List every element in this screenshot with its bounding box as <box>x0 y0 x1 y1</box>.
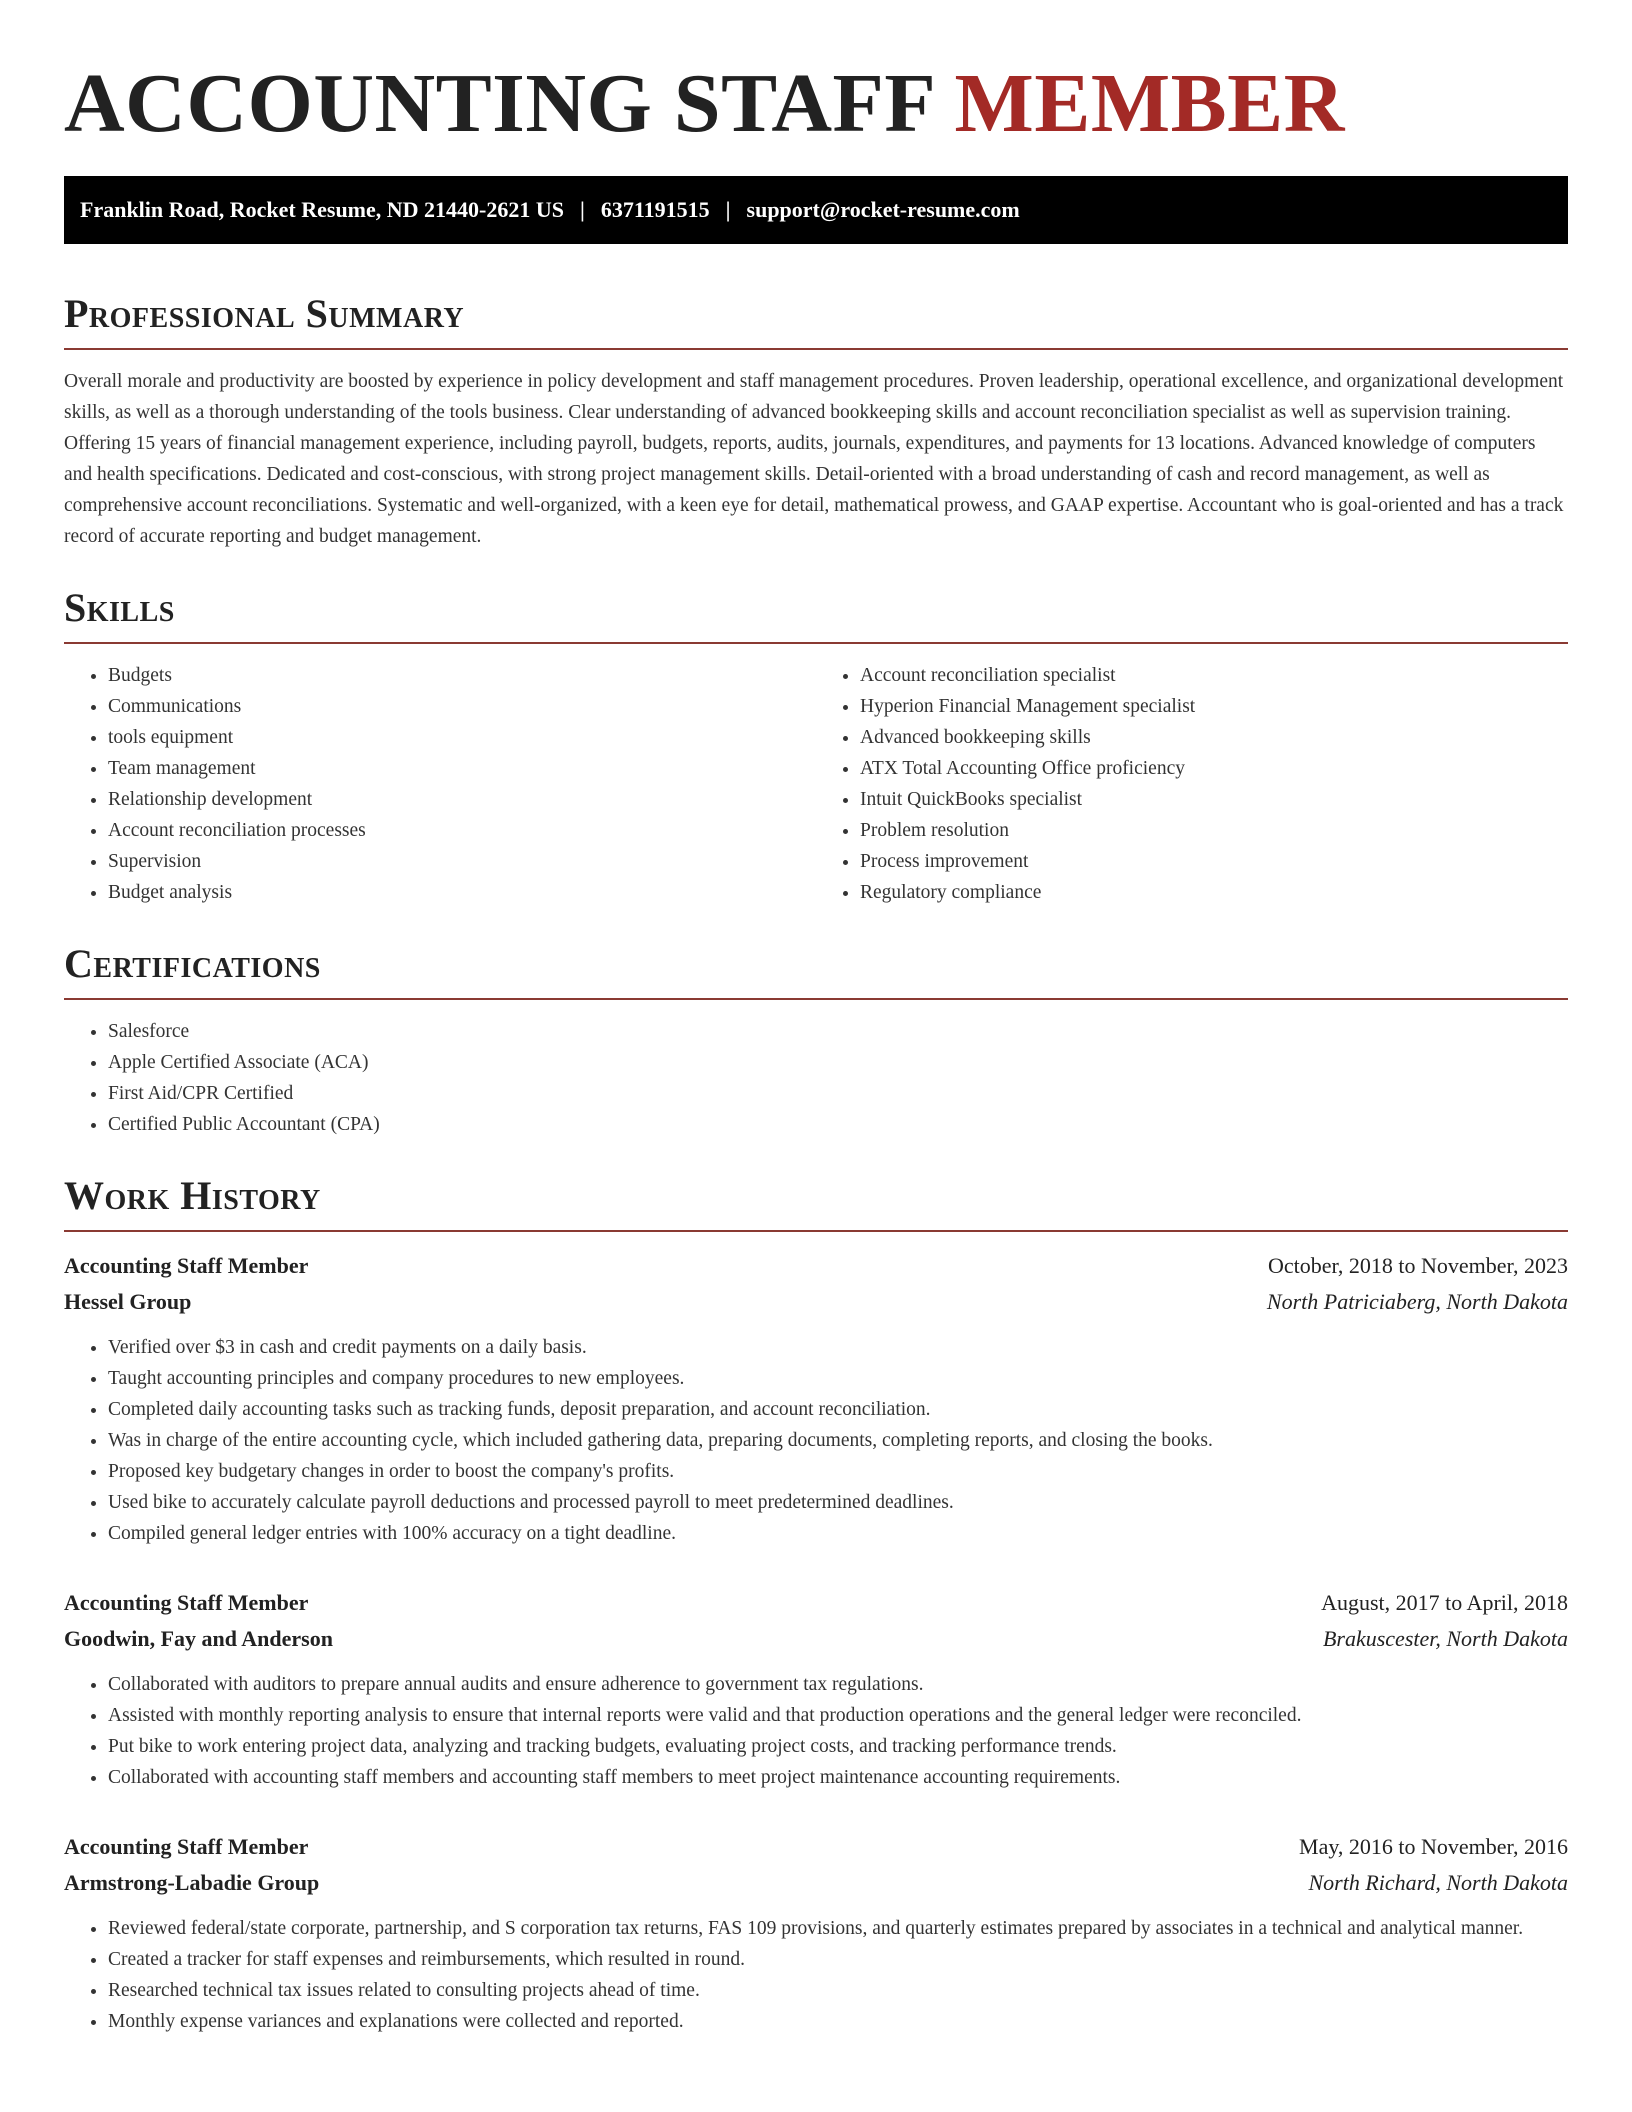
section-divider <box>64 642 1568 644</box>
job-bullet: • Put bike to work entering project data, analyzing and tracking budgets, evaluating project costs, and tracking performance trends. <box>108 1731 1568 1762</box>
skill-item: • Problem resolution <box>860 815 1568 846</box>
job-bullet: • Reviewed federal/state corporate, partnership, and S corporation tax returns, FAS 109 provisions, and quarterly estimates prepared by associates in a technical and analytical manner. <box>108 1913 1568 1944</box>
certification-item: • First Aid/CPR Certified <box>108 1078 1568 1109</box>
skill-item: • Relationship development <box>108 784 816 815</box>
job-title: Accounting Staff Member <box>64 1253 309 1278</box>
job-bullet: • Taught accounting principles and company procedures to new employees. <box>108 1363 1568 1394</box>
job-bullet: • Assisted with monthly reporting analysis to ensure that internal reports were valid and that production operations and the general ledger were reconciled. <box>108 1700 1568 1731</box>
name-accent: MEMBER <box>954 57 1345 150</box>
job-dates: October, 2018 to November, 2023 <box>1267 1253 1568 1278</box>
section-title: Skills <box>64 585 175 630</box>
job-bullet: • Monthly expense variances and explanations were collected and reported. <box>108 2006 1568 2037</box>
job-bullets <box>64 1332 1568 1549</box>
job-location: Brakuscester, North Dakota <box>1322 1626 1568 1651</box>
summary-text: Overall morale and productivity are boosted by experience in policy development and staff management procedures. Proven leadership, operational excellence, and organizational development skills, as well as a thorough understanding of the tools business. Clear understanding of advanced bookkeeping skills and account reconciliation specialist as well as supervision training. Offering 15 years of financial management experience, including payroll, budgets, reports, audits, journals, expenditures, and payments for 13 locations. Advanced knowledge of computers and health specifications. Dedicated and cost-conscious, with strong project management skills. Detail-oriented with a broad understanding of cash and record management, as well as comprehensive account reconciliations. Systematic and well-organized, with a keen eye for detail, mathematical prowess, and GAAP expertise. Accountant who is goal-oriented and has a track record of accurate reporting and budget management. <box>64 371 1564 547</box>
candidate-name <box>64 56 1568 152</box>
job-company-row <box>64 1865 1568 1901</box>
job-bullet: • Proposed key budgetary changes in order to boost the company's profits. <box>108 1456 1568 1487</box>
contact-separator: | <box>580 197 585 222</box>
contact-address: Franklin Road, Rocket Resume, ND 21440-2621 US <box>80 197 564 222</box>
section-professional-summary <box>64 290 1568 552</box>
job-company: Armstrong-Labadie Group <box>64 1870 320 1895</box>
skill-item: • Communications <box>108 691 816 722</box>
job-dates: May, 2016 to November, 2016 <box>1299 1834 1568 1859</box>
skill-item: • Hyperion Financial Management specialist <box>860 691 1568 722</box>
section-work-history <box>64 1172 1568 2037</box>
job-bullet: • Completed daily accounting tasks such as tracking funds, deposit preparation, and account reconciliation. <box>108 1394 1568 1425</box>
certification-item: • Certified Public Accountant (CPA) <box>108 1109 1568 1140</box>
skill-item: • Process improvement <box>860 846 1568 877</box>
skill-item: • Advanced bookkeeping skills <box>860 722 1568 753</box>
certification-item: • Salesforce <box>108 1016 1568 1047</box>
job-bullet: • Collaborated with auditors to prepare annual audits and ensure adherence to government tax regulations. <box>108 1669 1568 1700</box>
job-bullet: • Collaborated with accounting staff members and accounting staff members to meet project maintenance accounting requirements. <box>108 1762 1568 1793</box>
skill-item: • Team management <box>108 753 816 784</box>
job-company-row <box>64 1284 1568 1320</box>
job-title: Accounting Staff Member <box>64 1590 309 1615</box>
section-title: Professional Summary <box>64 291 465 336</box>
job-company-row <box>64 1621 1568 1657</box>
job-header-row <box>64 1585 1568 1621</box>
skill-item: • Supervision <box>108 846 816 877</box>
job-entry <box>64 1829 1568 2037</box>
job-entry <box>64 1248 1568 1549</box>
job-location: North Patriciaberg, North Dakota <box>1266 1289 1568 1314</box>
job-bullets <box>64 1913 1568 2037</box>
job-bullets <box>64 1669 1568 1793</box>
contact-phone: 6371191515 <box>600 197 710 222</box>
section-divider <box>64 348 1568 350</box>
skill-item: • Account reconciliation processes <box>108 815 816 846</box>
certifications-list <box>64 1016 1568 1140</box>
job-bullet: • Created a tracker for staff expenses and reimbursements, which resulted in round. <box>108 1944 1568 1975</box>
section-title: Work History <box>64 1173 321 1218</box>
job-bullet: • Researched technical tax issues related to consulting projects ahead of time. <box>108 1975 1568 2006</box>
job-bullet: • Verified over $3 in cash and credit payments on a daily basis. <box>108 1332 1568 1363</box>
job-bullet: • Compiled general ledger entries with 100% accuracy on a tight deadline. <box>108 1518 1568 1549</box>
contact-bar <box>64 176 1568 244</box>
skills-list-left <box>64 660 816 908</box>
job-title: Accounting Staff Member <box>64 1834 309 1859</box>
section-certifications <box>64 940 1568 1140</box>
skills-list-right <box>816 660 1568 908</box>
skill-item: • Intuit QuickBooks specialist <box>860 784 1568 815</box>
name-main: ACCOUNTING STAFF <box>64 57 934 150</box>
section-skills <box>64 584 1568 908</box>
job-header-row <box>64 1829 1568 1865</box>
job-entry <box>64 1585 1568 1793</box>
job-bullet: • Used bike to accurately calculate payroll deductions and processed payroll to meet predetermined deadlines. <box>108 1487 1568 1518</box>
section-divider <box>64 1230 1568 1232</box>
contact-separator: | <box>725 197 731 222</box>
skill-item: • Budgets <box>108 660 816 691</box>
job-header-row <box>64 1248 1568 1284</box>
job-company: Hessel Group <box>64 1289 192 1314</box>
skill-item: • Budget analysis <box>108 877 816 908</box>
section-divider <box>64 998 1568 1000</box>
job-dates: August, 2017 to April, 2018 <box>1321 1590 1568 1615</box>
skill-item: • Account reconciliation specialist <box>860 660 1568 691</box>
skill-item: • ATX Total Accounting Office proficiency <box>860 753 1568 784</box>
contact-email[interactable]: support@rocket-resume.com <box>746 197 1020 222</box>
skill-item: • tools equipment <box>108 722 816 753</box>
skill-item: • Regulatory compliance <box>860 877 1568 908</box>
job-location: North Richard, North Dakota <box>1308 1870 1568 1895</box>
section-title: Certifications <box>64 941 321 986</box>
certification-item: • Apple Certified Associate (ACA) <box>108 1047 1568 1078</box>
job-company: Goodwin, Fay and Anderson <box>64 1626 333 1651</box>
skills-grid <box>64 660 1568 908</box>
job-bullet: • Was in charge of the entire accounting cycle, which included gathering data, preparing documents, completing reports, and closing the books. <box>108 1425 1568 1456</box>
